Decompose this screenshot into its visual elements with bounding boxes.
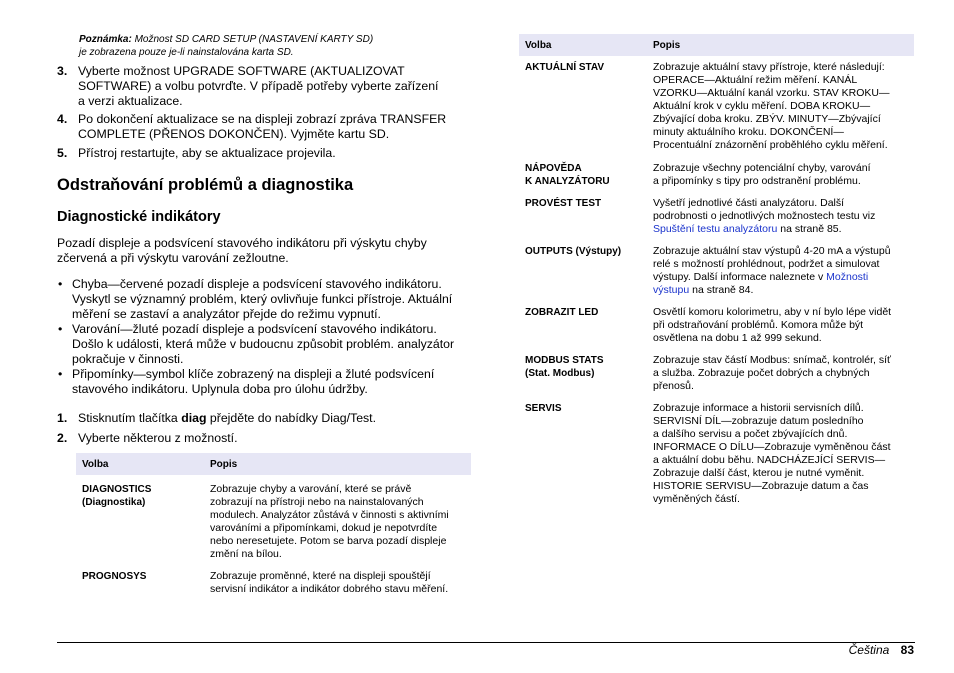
description-line: Aktuální krok v cyklu měření. DOBA KROKU— <box>653 100 871 112</box>
table-row <box>76 475 471 570</box>
option-cell <box>519 245 647 306</box>
description-line: varováními a připomínkami, dokud je nepotvrdíte <box>210 522 438 534</box>
option-name: OUTPUTS (Výstupy) <box>525 246 622 257</box>
option-cell <box>519 402 647 506</box>
description-line: Zbývající doba kroku. ZBÝV. MINUTY—Zbývající <box>653 113 881 125</box>
description-cell <box>647 162 914 197</box>
step-number: 1. <box>57 411 68 425</box>
step-number: 5. <box>57 146 68 160</box>
description-line: OPERACE—Aktuální režim měření. KANÁL <box>653 74 858 86</box>
step-line: SOFTWARE) a volbu potvrďte. V případě potřeby vyberte zařízení <box>78 79 439 93</box>
description-cell <box>647 197 914 245</box>
description-line: přenosů. <box>653 380 694 392</box>
option-cell <box>519 306 647 354</box>
option-name: (Stat. Modbus) <box>525 368 595 379</box>
option-name: MODBUS STATS <box>525 355 604 366</box>
step-text: Vyberte některou z možností. <box>78 431 238 445</box>
bullet-line: Došlo k události, která může v budoucnu způsobit problém. analyzátor <box>72 337 455 351</box>
bullet-line: Varování—žluté pozadí displeje a podsvícení stavového indikátoru. <box>72 322 437 336</box>
description-line: Zobrazuje stav částí Modbus: snímač, kontrolér, síť <box>653 354 891 366</box>
description-line: modulech. Analyzátor zůstává v činnosti s aktivními <box>210 509 449 521</box>
bullet-warning <box>58 322 478 367</box>
table-row <box>519 197 914 245</box>
bullet-line: Připomínky—symbol klíče zobrazený na displeji a žluté podsvícení <box>72 367 435 381</box>
option-name: AKTUÁLNÍ STAV <box>525 62 605 73</box>
description-cell <box>647 354 914 402</box>
step-number: 4. <box>57 112 68 126</box>
description-line: při odstraňování problémů. Komora může být <box>653 319 864 331</box>
bullet-line: měření se zastaví a analyzátor přejde do režimu vypnutí. <box>72 307 381 321</box>
step-line: Vyberte možnost UPGRADE SOFTWARE (AKTUALIZOVAT <box>78 64 405 78</box>
bullet-dot: • <box>58 367 63 381</box>
description-line: a připomínky s tipy pro odstranění problému. <box>653 175 861 187</box>
table-row <box>519 245 914 306</box>
step-2 <box>57 431 477 446</box>
description-cell <box>647 306 914 354</box>
link-output-options-cont[interactable]: výstupu <box>653 284 690 296</box>
table-row <box>519 56 914 162</box>
description-line <box>653 284 908 297</box>
description-line: podrobnosti o jednotlivých možnostech testu viz <box>653 210 876 222</box>
description-line: Zobrazuje chyby a varování, které se právě <box>210 483 412 495</box>
bullet-line: Vyskytl se významný problém, který ovlivňuje funkci přístroje. Aktuální <box>72 292 453 306</box>
column-header: Popis <box>204 453 471 475</box>
page-number: 83 <box>900 643 914 657</box>
option-cell <box>519 197 647 245</box>
table-row <box>519 162 914 197</box>
step-1 <box>57 411 477 426</box>
description-line: Zobrazuje všechny potenciální chyby, varování <box>653 162 871 174</box>
note <box>79 33 373 59</box>
option-name: ZOBRAZIT LED <box>525 307 599 318</box>
description-line: Zobrazuje další část, kterou je nutné vyměnit. <box>653 467 865 479</box>
table-header-row <box>519 34 914 56</box>
intro-line: zčervená a při výskytu varování zežloutne. <box>57 251 289 265</box>
step-line: COMPLETE (PŘENOS DOKONČEN). Vyjměte kartu SD. <box>78 127 390 141</box>
link-suffix: na straně 84. <box>689 284 754 296</box>
option-name: DIAGNOSTICS <box>82 484 152 495</box>
description-line: INFORMACE O DÍLU—Zobrazuje vyměněnou část <box>653 441 891 453</box>
description-line: nebo neresetujete. Potom se barva pozadí displeje <box>210 535 447 547</box>
description-line: Zobrazuje informace a historii servisních dílů. <box>653 402 864 414</box>
option-name: NÁPOVĚDA <box>525 163 582 174</box>
description-line <box>653 271 908 284</box>
description-line: zobrazují na přístroji nebo na nainstalovaných <box>210 496 424 508</box>
step-5 <box>57 146 477 161</box>
description-line: relé s možností prohlédnout, podržet a simulovat <box>653 258 880 270</box>
column-header: Popis <box>647 34 914 56</box>
description-line: a aktuální dobu běhu. NADCHÁZEJÍCÍ SERVIS— <box>653 454 886 466</box>
step-3 <box>57 64 477 109</box>
note-line-2: je zobrazena pouze je-li nainstalována karta SD. <box>79 47 294 58</box>
description-line: VZORKU—Aktuální kanál vzorku. STAV KROKU— <box>653 87 890 99</box>
description-line: servisní indikátor a indikátor dobrého stavu měření. <box>210 583 449 595</box>
description-line: vyměněných částí. <box>653 493 740 505</box>
description-line: změní na bílou. <box>210 548 282 560</box>
step-text: přejděte do nabídky Diag/Test. <box>206 411 377 425</box>
table-row <box>519 402 914 506</box>
step-line: a verzi aktualizace. <box>78 94 183 108</box>
table-header-row <box>76 453 471 475</box>
option-cell <box>76 475 204 570</box>
diag-options-table-right <box>519 34 914 506</box>
description-line: Zobrazuje proměnné, které na displeji spouštějí <box>210 570 431 582</box>
option-name: PROVÉST TEST <box>525 198 602 209</box>
description-cell <box>647 402 914 506</box>
description-line: a služba. Zobrazuje počet dobrých a chybných <box>653 367 870 379</box>
option-cell <box>519 56 647 162</box>
link-analyzer-test[interactable]: Spuštění testu analyzátoru <box>653 223 778 235</box>
option-name: K ANALYZÁTORU <box>525 176 610 187</box>
footer-divider <box>57 642 915 643</box>
step-number: 3. <box>57 64 68 78</box>
description-line: minuty aktuálního kroku. DOKONČENÍ— <box>653 126 844 138</box>
option-cell <box>519 162 647 197</box>
diag-options-table <box>76 453 471 596</box>
option-cell <box>76 570 204 596</box>
description-text: výstupy. Další informace naleznete v <box>653 271 827 283</box>
link-output-options[interactable]: Možnosti <box>826 271 869 283</box>
description-line: HISTORIE SERVISU—Zobrazuje datum a čas <box>653 480 869 492</box>
option-cell <box>519 354 647 402</box>
step-line: Přístroj restartujte, aby se aktualizace projevila. <box>78 146 336 160</box>
table-row <box>519 306 914 354</box>
description-line: Osvětlí komoru kolorimetru, aby v ní bylo lépe vidět <box>653 306 892 318</box>
bullet-line: stavového indikátoru. Uplynula doba pro úlohu údržby. <box>72 382 368 396</box>
step-4 <box>57 112 477 142</box>
step-number: 2. <box>57 431 68 445</box>
section-heading: Odstraňování problémů a diagnostika <box>57 176 354 194</box>
footer-language: Čeština <box>848 643 890 657</box>
description-line: Zobrazuje aktuální stavy přístroje, které následují: <box>653 61 885 73</box>
option-name: PROGNOSYS <box>82 571 147 582</box>
bullet-reminder <box>58 367 478 397</box>
diag-key-label: diag <box>181 411 207 425</box>
table-row <box>519 354 914 402</box>
bullet-error <box>58 277 478 322</box>
description-cell <box>647 245 914 306</box>
table-row <box>76 570 471 596</box>
step-text: Stisknutím tlačítka <box>78 411 182 425</box>
bullet-dot: • <box>58 277 63 291</box>
description-cell <box>204 475 471 570</box>
description-line: Zobrazuje aktuální stav výstupů 4-20 mA a výstupů <box>653 245 891 257</box>
description-line: a dalšího servisu a počet zbývajících dnů. <box>653 428 848 440</box>
description-cell <box>647 56 914 162</box>
column-header: Volba <box>76 453 204 475</box>
description-line: osvětlena na dobu 1 až 999 sekund. <box>653 332 822 344</box>
footer <box>849 643 914 657</box>
step-line: Po dokončení aktualizace se na displeji zobrazí zpráva TRANSFER <box>78 112 447 126</box>
column-header: Volba <box>519 34 647 56</box>
bullet-line: Chyba—červené pozadí displeje a podsvícení stavového indikátoru. <box>72 277 442 291</box>
description-line: SERVISNÍ DÍL—zobrazuje datum posledního <box>653 415 864 427</box>
bullet-line: pokračuje v činnosti. <box>72 352 184 366</box>
link-suffix: na straně 85. <box>777 223 842 235</box>
description-line: Vyšetří jednotlivé části analyzátoru. Další <box>653 197 845 209</box>
description-line <box>653 223 908 236</box>
description-cell <box>204 570 471 596</box>
description-line: Procentuální znázornění proběhlého cyklu měření. <box>653 139 888 151</box>
intro-paragraph <box>57 236 427 266</box>
option-name: SERVIS <box>525 403 562 414</box>
note-line-1: Možnost SD CARD SETUP (NASTAVENÍ KARTY SD) <box>134 34 374 45</box>
intro-line: Pozadí displeje a podsvícení stavového indikátoru při výskytu chyby <box>57 236 427 250</box>
option-name: (Diagnostika) <box>82 497 146 508</box>
bullet-dot: • <box>58 322 63 336</box>
subsection-heading: Diagnostické indikátory <box>57 209 221 225</box>
note-label: Poznámka: <box>79 34 132 45</box>
